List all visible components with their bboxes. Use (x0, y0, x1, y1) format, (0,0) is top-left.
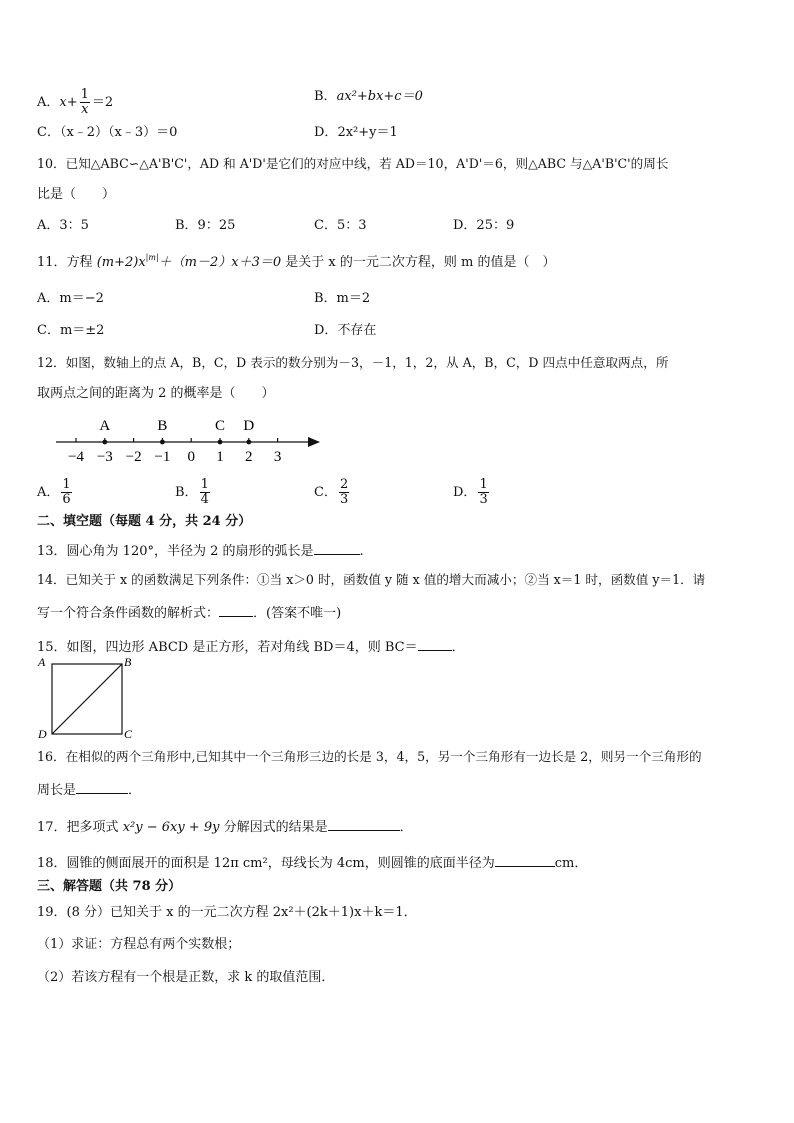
q10-line1: 10．已知△ABC∽△A'B'C'，AD 和 A'D'是它们的对应中线，若 AD＝10，A'D'＝6，则△ABC 与△A'B'C'的周长 (37, 156, 669, 171)
axis-tick-label: 0 (187, 449, 195, 465)
numerator: 1 (80, 87, 89, 102)
q9-option-d (314, 124, 398, 142)
point-label: D (243, 418, 255, 434)
fraction (339, 478, 349, 507)
q19-part1: （1）求证：方程总有两个实数根； (37, 937, 241, 952)
option-label: D． (453, 485, 477, 500)
numerator: 1 (479, 477, 488, 492)
axis-tick-label: −2 (125, 449, 142, 465)
q12-option-a (37, 478, 74, 507)
q17-polynomial: x²y − 6xy + 9y (122, 820, 220, 835)
q10-option-d: D．25：9 (453, 218, 515, 233)
q12-option-c (314, 478, 351, 507)
q18 (37, 852, 587, 873)
expr-part: ＝2 (91, 95, 114, 110)
q10-option-b: B．9：25 (175, 218, 236, 233)
q12-option-b (175, 478, 212, 507)
q12-line2: 取两点之间的距离为 2 的概率是（ ） (37, 386, 275, 401)
q11-option-a: A．m＝−2 (37, 291, 104, 306)
axis-arrow (308, 437, 320, 447)
vertex-label-c: C (124, 727, 133, 738)
option-label: A． (37, 485, 60, 500)
numerator: 1 (200, 477, 209, 492)
point-label: B (157, 418, 168, 434)
q17: 17．把多项式 x²y − 6xy + 9y 分解因式的结果是 ． (37, 816, 413, 837)
q11-equation-rest: ＋（m－2）x＋3＝0 (158, 255, 282, 270)
q18-post: cm． (554, 856, 588, 871)
q9-option-b (314, 88, 423, 106)
answer-blank (219, 602, 253, 617)
q13: 13．圆心角为 120°，半径为 2 的扇形的弧长是 . (37, 540, 364, 561)
vertex-label-b: B (124, 655, 132, 669)
q11-option-b: B．m＝2 (314, 291, 371, 306)
q19-line1: 19．(8 分）已知关于 x 的一元二次方程 2x²＋(2k＋1)x＋k＝1． (37, 905, 417, 920)
q11-option-c: C．m＝±2 (37, 323, 105, 338)
option-label: B． (314, 89, 337, 104)
answer-blank (418, 636, 452, 651)
answer-blank (76, 779, 128, 794)
q19-part2: （2）若该方程有一个根是正数，求 k 的取值范围． (37, 970, 335, 985)
section-title-fill-blank: 二、填空题（每题 4 分，共 24 分） (37, 514, 252, 529)
square-figure (36, 654, 140, 738)
q14-line1: 14．已知关于 x 的函数满足下列条件：①当 x＞0 时，函数值 y 随 x 值的增大而减小；②当 x＝1 时，函数值 y＝1．请 (37, 572, 706, 587)
option-label: D． (314, 125, 338, 140)
section-title-solve: 三、解答题（共 78 分） (37, 879, 182, 894)
q16-line2-pre: 周长是 (37, 783, 77, 798)
q18-pre: 18．圆锥的侧面展开的面积是 12π cm²，母线长为 4cm，则圆锥的底面半径为 (37, 856, 495, 871)
q17-post: 分解因式的结果是 (223, 820, 328, 835)
fraction (80, 88, 90, 117)
q14-line2-post: ．(答案不唯一) (253, 606, 342, 621)
q11-option-d: D．不存在 (314, 323, 377, 338)
option-label: C． (314, 485, 337, 500)
denominator: 3 (479, 492, 488, 507)
fraction (61, 478, 71, 507)
axis-tick-label: 3 (273, 449, 282, 465)
option-label: B． (175, 485, 198, 500)
q9-option-c (37, 124, 177, 142)
expr-part: x+ (59, 95, 78, 110)
q10-option-a: A．3：5 (37, 218, 89, 233)
q17-pre: 17．把多项式 (37, 820, 119, 835)
q12-option-d (453, 478, 491, 507)
q10-line2: 比是（ ） (37, 187, 116, 202)
fraction (200, 478, 210, 507)
q11-post: 是关于 x 的一元二次方程，则 m 的值是（ ） (285, 255, 556, 270)
point-d (246, 440, 251, 445)
number-line-figure (50, 410, 330, 470)
denominator: 6 (62, 492, 71, 507)
answer-blank (495, 852, 555, 867)
denominator: 4 (200, 492, 209, 507)
q14-line2-pre: 写一个符合条件函数的解析式： (37, 606, 220, 621)
axis-tick-label: −4 (68, 449, 84, 465)
q12-line1: 12．如图，数轴上的点 A，B，C，D 表示的数分别为－3，－1，1，2，从 A，B，C，D 四点中任意取两点，所 (37, 355, 669, 370)
q14-line2 (37, 602, 341, 623)
axis-tick-label: −3 (96, 449, 113, 465)
q15-text: 15．如图，四边形 ABCD 是正方形，若对角线 BD＝4，则 BC＝ (37, 640, 418, 655)
numerator: 2 (339, 477, 349, 492)
axis-tick-label: 2 (245, 449, 253, 465)
q15-stem: 15．如图，四边形 ABCD 是正方形，若对角线 BD＝4，则 BC＝ ． (37, 636, 465, 657)
q16-line1: 16．在相似的两个三角形中,已知其中一个三角形三边的长是 3，4，5，另一个三角形有一边长是 2，则另一个三角形的 (37, 749, 702, 764)
option-text: ax²+bx+c＝0 (336, 89, 423, 104)
option-label: C． (37, 125, 60, 140)
fraction (478, 478, 488, 507)
q11-equation: $(m+2)x^{|m|}$ (96, 253, 159, 270)
diagonal-bd (52, 664, 122, 734)
point-label: A (99, 418, 111, 434)
q13-text: 13．圆心角为 120°，半径为 2 的扇形的弧长是 (37, 544, 314, 559)
vertex-label-d: D (38, 727, 47, 738)
denominator: 3 (339, 492, 349, 507)
axis-tick-label: 1 (216, 449, 224, 465)
point-c (218, 440, 223, 445)
q10-option-c: C．5：3 (314, 218, 367, 233)
answer-blank (314, 540, 360, 555)
numerator: 1 (62, 477, 71, 492)
q16-line2: 周长是 ． (37, 779, 141, 800)
vertex-label-a: A (38, 655, 46, 669)
option-text: （x﹣2）（x﹣3）＝0 (59, 125, 178, 140)
option-label: A． (37, 95, 60, 110)
point-label: C (214, 418, 226, 434)
q11-pre: 11．方程 (37, 255, 93, 270)
option-text: 2x²+y＝1 (337, 125, 398, 140)
q11-stem (37, 254, 555, 272)
axis-tick-label: −1 (154, 449, 171, 465)
q9-option-a (37, 88, 113, 117)
denominator: x (81, 102, 89, 117)
point-b (160, 440, 165, 445)
point-a (102, 440, 107, 445)
answer-blank (328, 816, 400, 831)
